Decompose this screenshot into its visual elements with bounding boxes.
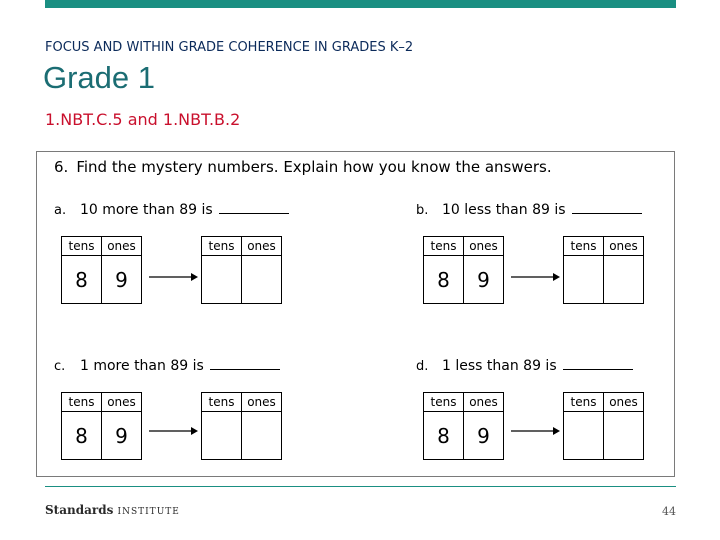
problem-text: 1 more than 89 is [80,358,204,374]
ones-header: ones [604,237,644,256]
problem-prompt [54,201,289,218]
tens-digit: 8 [424,256,464,304]
ones-header: ones [604,393,644,412]
worksheet-heading [54,158,552,176]
logo-sub-text: INSTITUTE [117,507,180,517]
answer-place-value-chart [563,236,644,304]
worksheet-image [36,151,675,477]
problem-a [37,201,307,351]
ones-header: ones [464,393,504,412]
problem-text: 1 less than 89 is [442,358,557,374]
problem-text: 10 more than 89 is [80,202,213,218]
given-place-value-chart [423,236,504,304]
problem-letter: a. [54,203,67,218]
tens-header: tens [62,393,102,412]
answer-blank [210,357,280,370]
answer-place-value-chart [201,392,282,460]
given-place-value-chart [61,392,142,460]
standards-institute-logo [45,503,180,517]
answer-blank [563,357,633,370]
tens-digit: 8 [62,256,102,304]
given-place-value-chart [61,236,142,304]
footer-divider [45,486,676,487]
tens-header: tens [564,237,604,256]
problem-letter: b. [416,203,429,218]
tens-digit: 8 [62,412,102,460]
tens-digit: 8 [424,412,464,460]
answer-blank [572,201,642,214]
ones-answer-cell [604,412,644,460]
right-arrow-icon [509,271,561,283]
tens-answer-cell [202,412,242,460]
standards-label: 1.NBT.C.5 and 1.NBT.B.2 [45,110,241,129]
tens-header: tens [202,237,242,256]
ones-answer-cell [604,256,644,304]
ones-answer-cell [242,256,282,304]
ones-header: ones [242,237,282,256]
problem-letter: c. [54,359,66,374]
ones-header: ones [102,237,142,256]
ones-digit: 9 [102,256,142,304]
tens-header: tens [62,237,102,256]
page-number: 44 [662,505,676,518]
right-arrow-icon [147,425,199,437]
ones-header: ones [102,393,142,412]
answer-blank [219,201,289,214]
problem-prompt [416,357,633,374]
logo-main-text: Standards [45,503,114,517]
problem-prompt [416,201,642,218]
problem-b [399,201,669,351]
given-place-value-chart [423,392,504,460]
ones-digit: 9 [464,412,504,460]
tens-header: tens [424,393,464,412]
right-arrow-icon [147,271,199,283]
problem-number: 6. [54,158,69,176]
tens-answer-cell [564,256,604,304]
slide-title: Grade 1 [43,60,156,95]
problem-text: 10 less than 89 is [442,202,566,218]
tens-answer-cell [202,256,242,304]
ones-header: ones [464,237,504,256]
right-arrow-icon [509,425,561,437]
problem-d [399,357,669,507]
tens-answer-cell [564,412,604,460]
worksheet-instruction: Find the mystery numbers. Explain how you know the answers. [76,158,552,176]
ones-header: ones [242,393,282,412]
problem-letter: d. [416,359,429,374]
ones-answer-cell [242,412,282,460]
tens-header: tens [424,237,464,256]
ones-digit: 9 [464,256,504,304]
tens-header: tens [564,393,604,412]
top-accent-bar [45,0,676,8]
answer-place-value-chart [563,392,644,460]
problem-c [37,357,307,507]
ones-digit: 9 [102,412,142,460]
tens-header: tens [202,393,242,412]
problem-prompt [54,357,280,374]
answer-place-value-chart [201,236,282,304]
slide-header: FOCUS AND WITHIN GRADE COHERENCE IN GRADES K–2 [45,40,414,55]
